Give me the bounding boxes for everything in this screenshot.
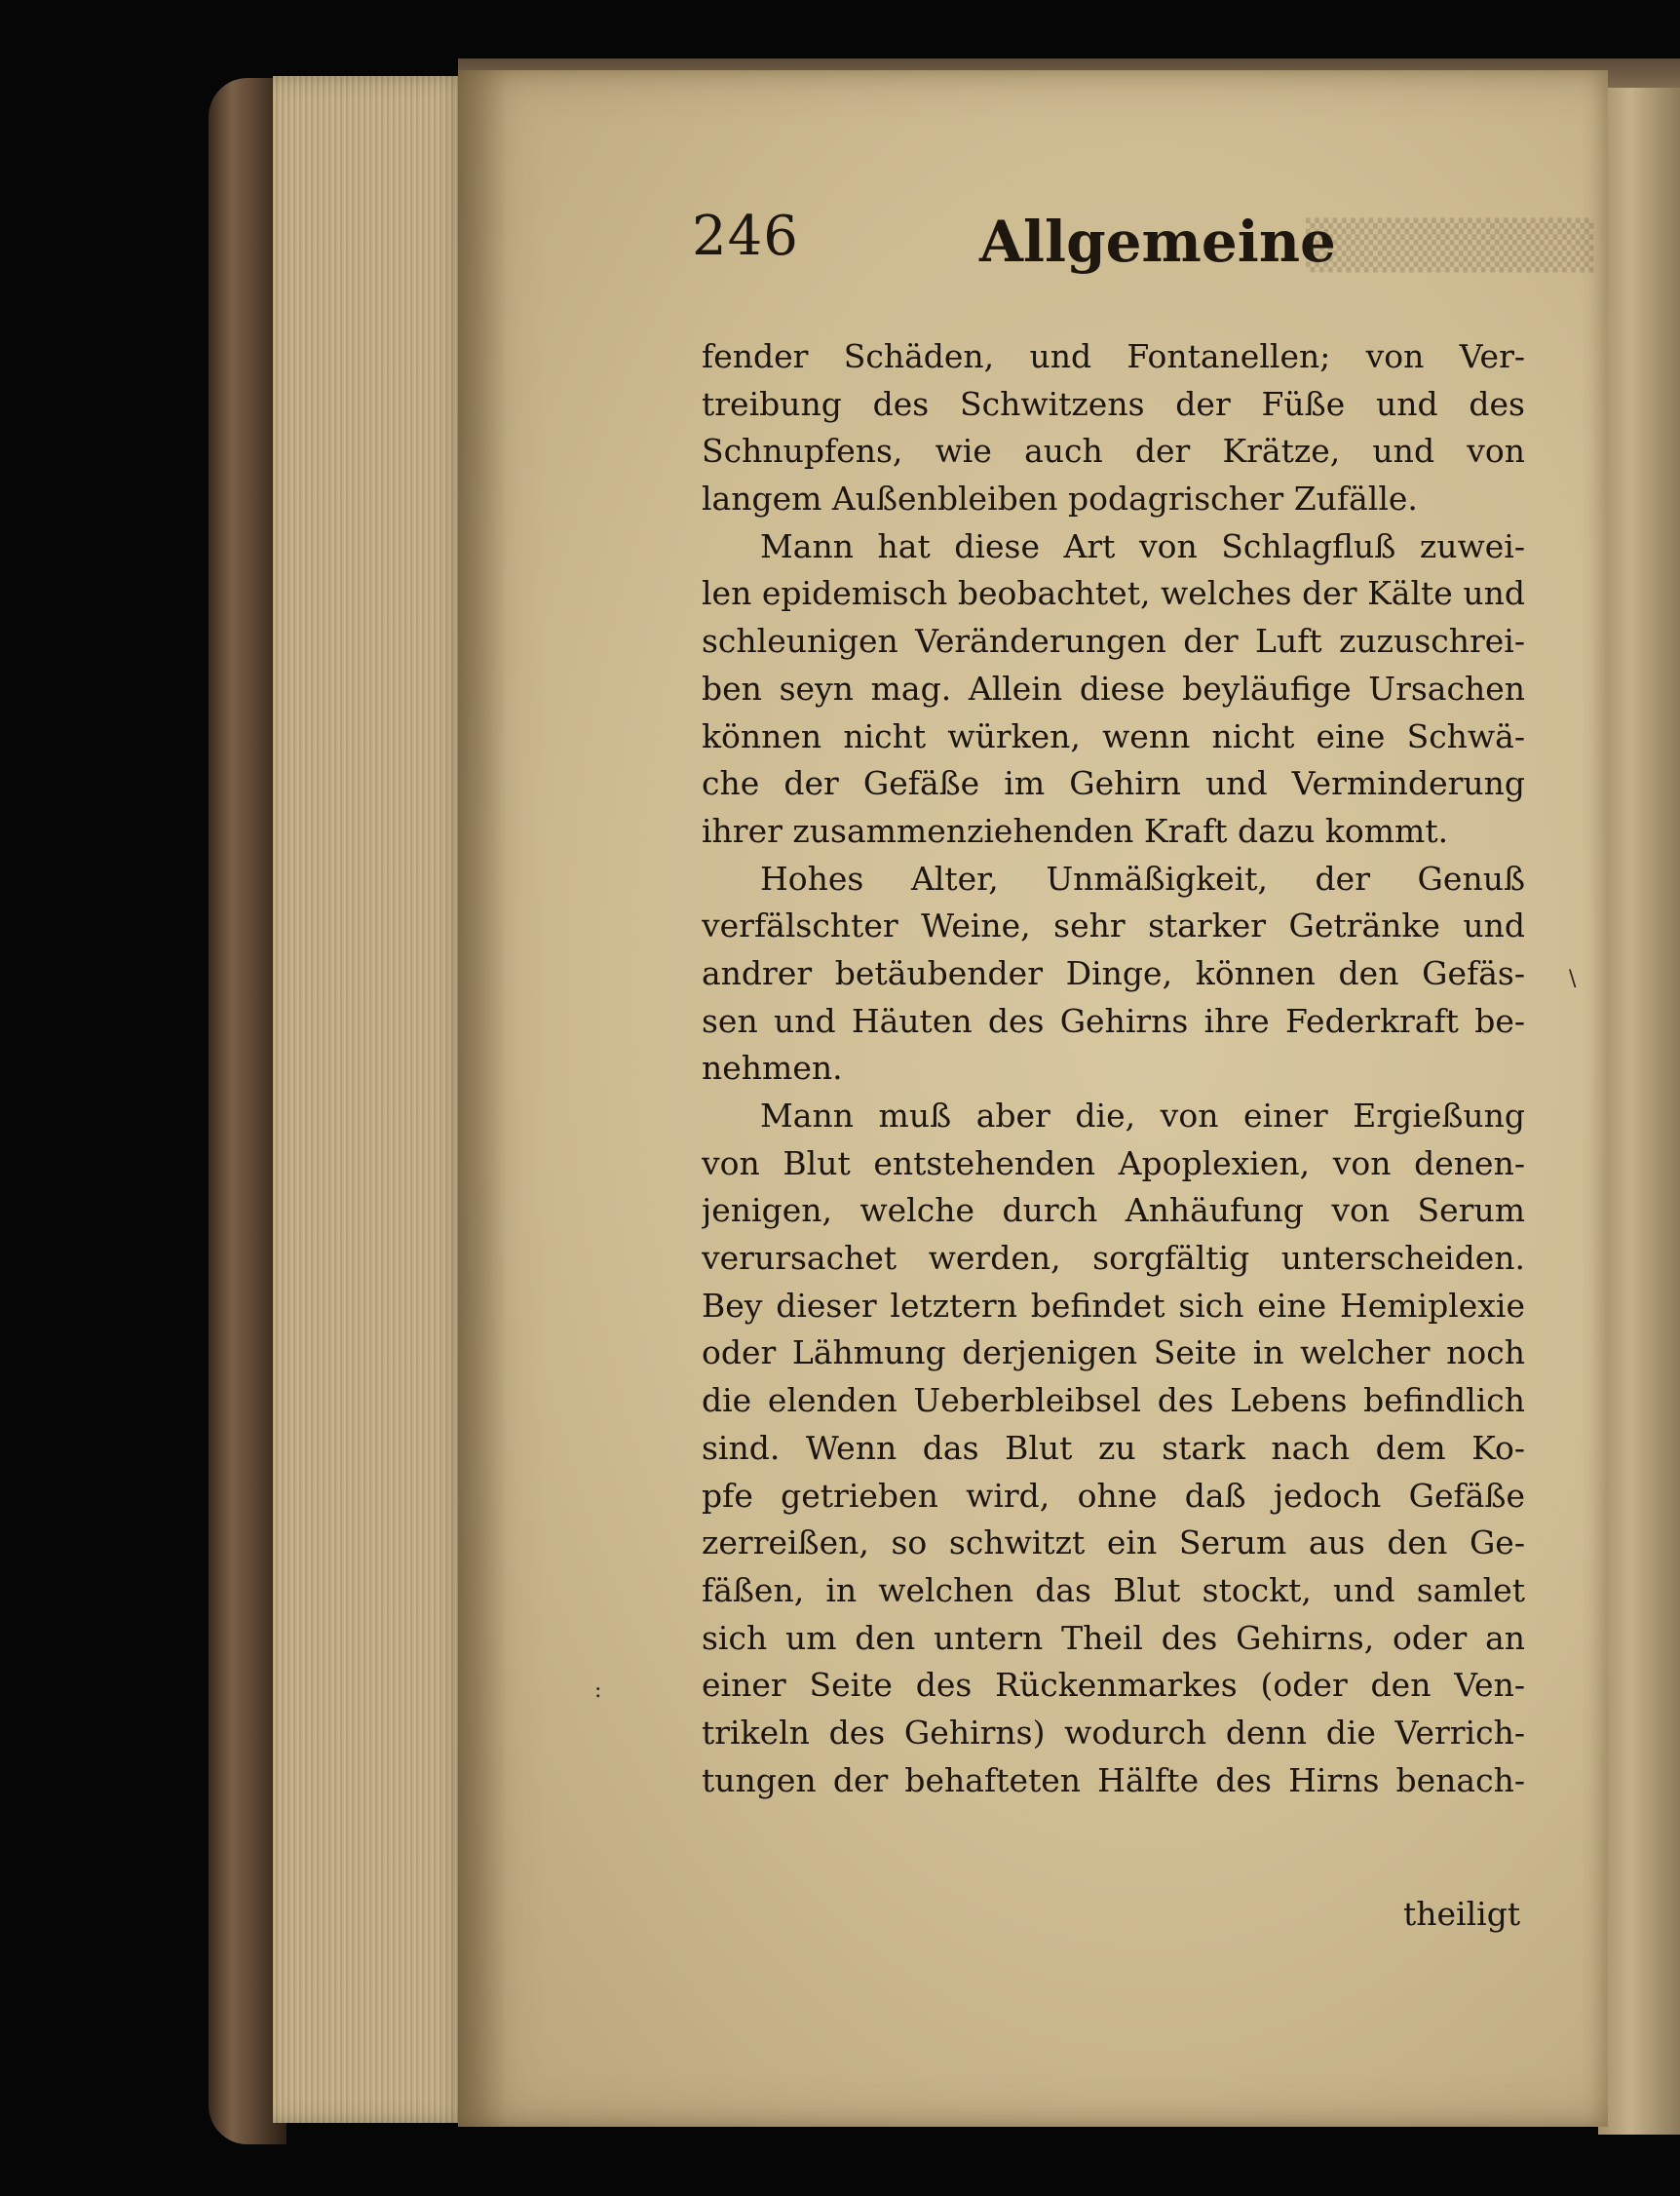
text-line: verfälschter Weine, sehr starker Getränke und — [702, 906, 1525, 945]
show-through-text: ▒▒▒▒▒▒▒▒ — [1306, 218, 1594, 273]
text-line: zerreißen, so schwitzt ein Serum aus den Ge- — [702, 1523, 1525, 1562]
page-header — [692, 175, 1594, 275]
margin-mark: \ — [1569, 967, 1577, 991]
page-block-edges — [273, 76, 468, 2123]
text-line: fäßen, in welchen das Blut stockt, und samlet — [702, 1570, 1525, 1609]
text-line: ben seyn mag. Allein diese beyläufige Ursachen — [702, 669, 1525, 708]
text-line: schleunigen Veränderungen der Luft zuzuschrei- — [702, 622, 1525, 661]
text-line: einer Seite des Rückenmarkes (oder den Ven- — [702, 1666, 1525, 1705]
text-line: trikeln des Gehirns) wodurch denn die Verrich- — [702, 1713, 1525, 1752]
page-number: 246 — [692, 205, 799, 268]
text-line: Mann hat diese Art von Schlagfluß zuwei- — [760, 526, 1525, 565]
text-line: tungen der behafteten Hälfte des Hirns benach- — [702, 1760, 1525, 1799]
text-line: Mann muß aber die, von einer Ergießung — [760, 1097, 1525, 1135]
text-line: Schnupfens, wie auch der Krätze, und von — [702, 432, 1525, 471]
text-line: von Blut entstehenden Apoplexien, von denen- — [702, 1143, 1525, 1182]
text-line: die elenden Ueberbleibsel des Lebens befindlich — [702, 1381, 1525, 1420]
body-text — [702, 333, 1525, 1804]
text-line: verursachet werden, sorgfältig unterscheiden. — [702, 1239, 1525, 1278]
text-line: jenigen, welche durch Anhäufung von Serum — [702, 1191, 1525, 1230]
text-line: pfe getrieben wird, ohne daß jedoch Gefäße — [702, 1476, 1525, 1515]
text-line: können nicht würken, wenn nicht eine Schwä- — [702, 716, 1525, 755]
book-page — [458, 70, 1608, 2127]
catchword: theiligt — [1403, 1895, 1521, 1933]
text-line: sich um den untern Theil des Gehirns, oder an — [702, 1618, 1525, 1657]
text-line: fender Schäden, und Fontanellen; von Ver- — [702, 337, 1525, 375]
text-line: oder Lähmung derjenigen Seite in welcher noch — [702, 1333, 1525, 1372]
text-line: ihrer zusammenziehenden Kraft dazu kommt. — [702, 811, 1449, 850]
text-line: sind. Wenn das Blut zu stark nach dem Ko- — [702, 1428, 1525, 1467]
text-line: Hohes Alter, Unmäßigkeit, der Genuß — [760, 859, 1525, 898]
text-line: che der Gefäße im Gehirn und Verminderung — [702, 764, 1525, 803]
text-line: len epidemisch beobachtet, welches der Kälte und — [702, 574, 1525, 613]
text-line: treibung des Schwitzens der Füße und des — [702, 384, 1525, 423]
facing-page-edge — [1598, 88, 1680, 2135]
text-line: Bey dieser letztern befindet sich eine Hemiplexie — [702, 1286, 1525, 1325]
text-line: langem Außenbleiben podagrischer Zufälle. — [702, 480, 1418, 519]
text-line: sen und Häuten des Gehirns ihre Federkraft be- — [702, 1001, 1525, 1040]
text-line: nehmen. — [702, 1049, 843, 1088]
text-line: andrer betäubender Dinge, können den Gefäs- — [702, 953, 1525, 992]
margin-mark: : — [594, 1678, 602, 1703]
page-gutter-shadow — [458, 70, 507, 2127]
running-head: Allgemeine — [979, 209, 1336, 275]
